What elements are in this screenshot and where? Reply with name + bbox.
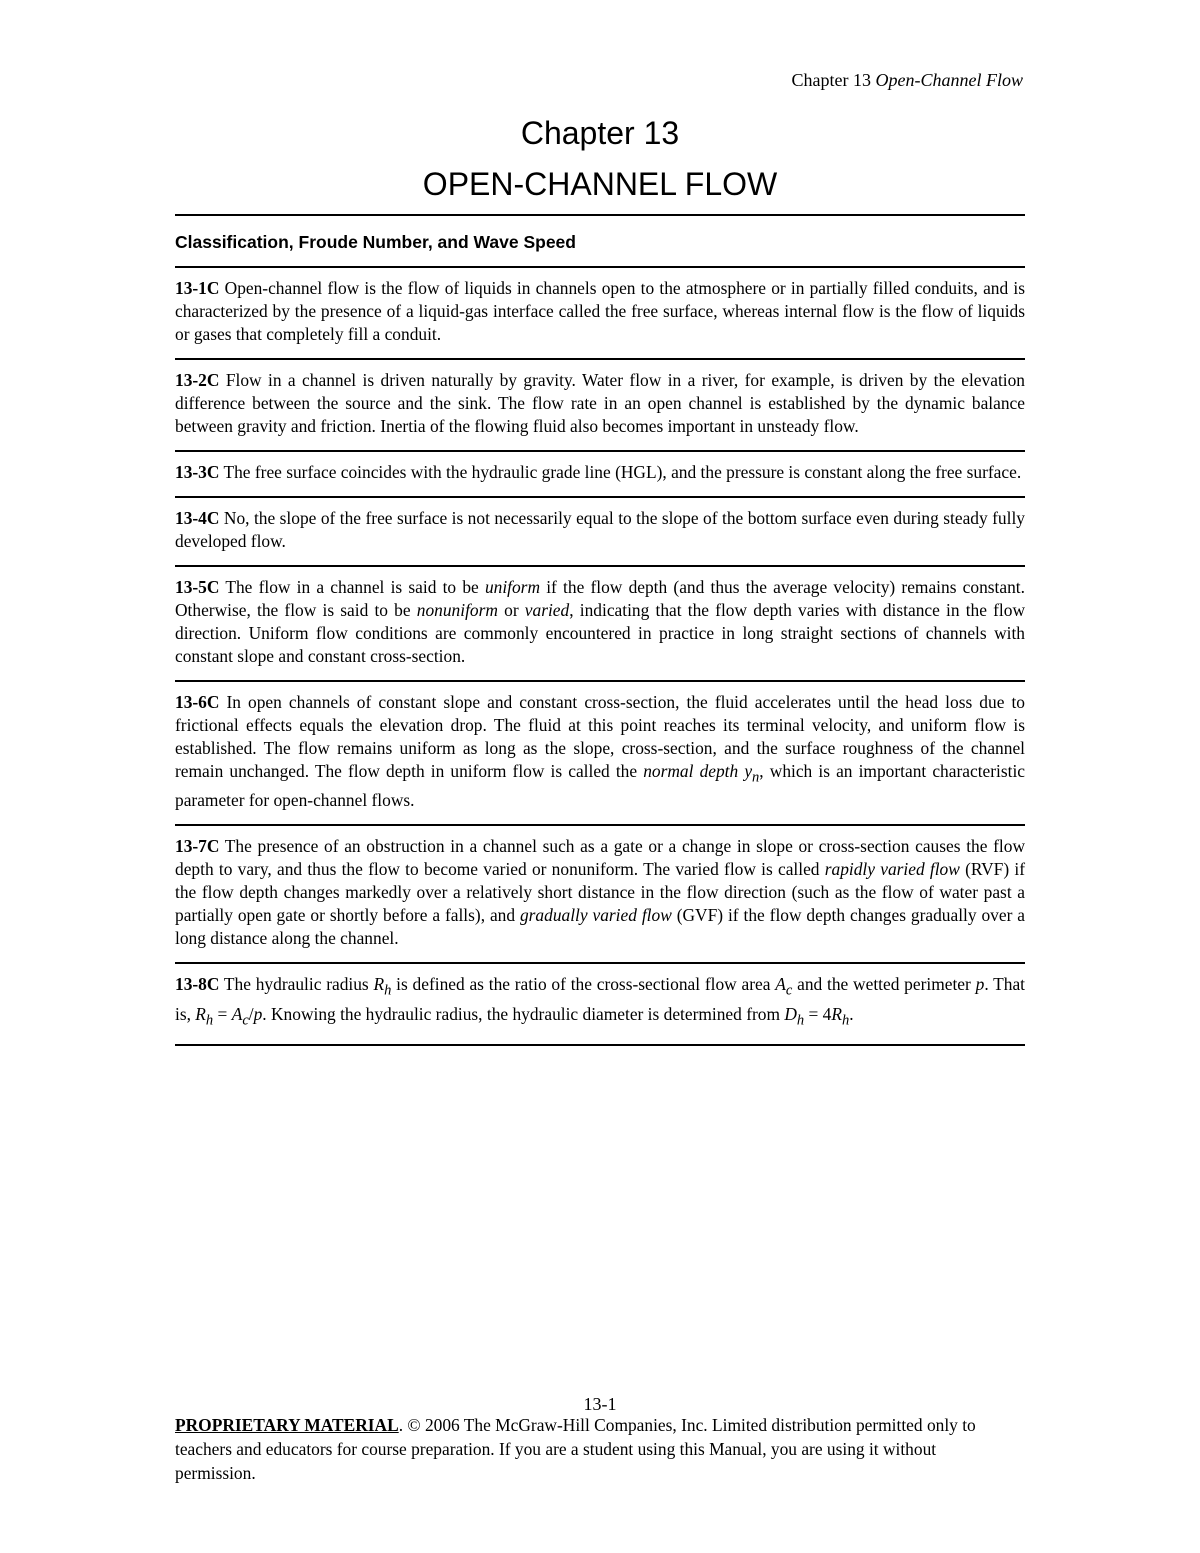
answer-text: / — [248, 1003, 254, 1024]
problem-number: 13-3C — [175, 462, 220, 482]
answer-text: is defined as the ratio of the cross-sectional flow area — [391, 974, 776, 995]
problem-entry — [175, 360, 1025, 450]
proprietary-label: PROPRIETARY MATERIAL — [175, 1415, 399, 1435]
answer-text: R — [195, 1003, 206, 1024]
problem-number: 13-4C — [175, 508, 220, 528]
answer-text: p — [975, 974, 985, 995]
answer-text: nonuniform — [416, 600, 498, 620]
problem-number: 13-6C — [175, 692, 220, 712]
answer-text: n — [752, 769, 760, 786]
answer-text: gradually varied flow — [519, 905, 672, 926]
answer-text: h — [842, 1012, 850, 1029]
problem-number: 13-5C — [175, 577, 220, 597]
answer-text: (GVF) if the flow depth changes gradually over a long distance along the channel. — [175, 905, 1025, 949]
running-header-chapter: Chapter 13 — [791, 70, 876, 90]
answer-text: rapidly varied flow — [824, 859, 960, 880]
copyright-notice: . © 2006 The McGraw-Hill Companies, Inc. Limited distribution permitted only to teachers and educators for course preparation. If you are a student using this Manual, you are using it without permission. — [175, 1415, 976, 1483]
answer-text: normal depth y — [643, 761, 753, 781]
answer-text: The hydraulic radius — [219, 974, 374, 995]
answer-text: . — [849, 1003, 854, 1024]
answer-text: , indicating that the flow depth varies with distance in the flow direction. Uniform flow conditions are commonly encountered in practice in long straight sections of channels with constant slope and constant cross-section. — [175, 600, 1026, 666]
problem-entry — [175, 964, 1025, 1044]
problem-number: 13-1C — [175, 278, 220, 298]
answer-text: p — [253, 1003, 263, 1024]
running-header — [792, 70, 1023, 91]
chapter-number-title: Chapter 13 — [520, 115, 680, 151]
problem-number: 13-2C — [175, 370, 220, 390]
problem-entry — [175, 498, 1025, 565]
main-content — [175, 214, 1025, 1046]
page-number: 13-1 — [583, 1394, 617, 1414]
problem-number: 13-7C — [175, 836, 220, 857]
answer-text: R — [831, 1003, 842, 1024]
answer-text: and the wetted perimeter — [792, 974, 976, 995]
problem-number: 13-8C — [175, 974, 220, 995]
answer-text: . Knowing the hydraulic radius, the hydraulic diameter is determined from — [262, 1003, 785, 1024]
answer-text: , which is an important characteristic parameter for open-channel flows. — [175, 761, 1026, 811]
answer-text: The presence of an obstruction in a channel such as a gate or a change in slope or cross-section causes the flow depth to vary, and thus the flow to become varied or nonuniform. The varied flow is called — [175, 836, 1025, 880]
answer-text: A — [231, 1003, 243, 1024]
answer-text: c — [785, 982, 793, 999]
problem-entry — [175, 567, 1025, 680]
divider — [175, 1044, 1025, 1046]
answer-text: c — [242, 1012, 249, 1029]
problem-entry — [175, 452, 1025, 496]
answer-text: The free surface coincides with the hydraulic grade line (HGL), and the pressure is constant along the free surface. — [219, 462, 1022, 482]
answer-text: (RVF) if the flow depth changes markedly over a relatively short distance in the flow direction (such as the flow of water past a partially open gate or shortly before a falls), and — [175, 859, 1025, 926]
problem-list — [175, 268, 1025, 1046]
copyright-footer — [175, 1413, 1005, 1485]
answer-text: h — [796, 1012, 805, 1029]
answer-text: h — [384, 982, 392, 999]
chapter-name-title: OPEN-CHANNEL FLOW — [422, 166, 778, 202]
answer-text: varied — [524, 600, 570, 620]
answer-text: Open-channel flow is the flow of liquids in channels open to the atmosphere or in partially filled conduits, and is characterized by the presence of a liquid-gas interface called the free surface, whereas internal flow is the flow of liquids or gases that completely fill a conduit. — [175, 278, 1025, 344]
answer-text: R — [373, 974, 385, 995]
section-heading: Classification, Froude Number, and Wave Speed — [175, 232, 576, 252]
answer-text: h — [205, 1012, 214, 1029]
answer-text: The flow in a channel is said to be — [219, 577, 485, 597]
problem-entry — [175, 826, 1025, 962]
answer-text: A — [775, 974, 786, 995]
answer-text: D — [784, 1003, 797, 1024]
answer-text: if the flow depth (and thus the average velocity) remains constant. Otherwise, the flow is said to be — [175, 577, 1025, 620]
answer-text: or — [497, 600, 525, 620]
answer-text: . That is, — [175, 974, 1026, 1024]
answer-text: = 4 — [804, 1003, 832, 1024]
answer-text: No, the slope of the free surface is not necessarily equal to the slope of the bottom surface even during steady fully developed flow. — [175, 508, 1025, 551]
answer-text: = — [213, 1003, 232, 1024]
answer-text: uniform — [484, 577, 541, 597]
answer-text: In open channels of constant slope and constant cross-section, the fluid accelerates until the head loss due to frictional effects equals the elevation drop. The fluid at this point reaches its terminal velocity, and uniform flow is established. The flow remains uniform as long as the slope, cross-section, and the surface roughness of the channel remain unchanged. The flow depth in uniform flow is called the — [175, 692, 1025, 781]
problem-entry — [175, 268, 1025, 358]
running-header-title: Open-Channel Flow — [875, 70, 1023, 90]
answer-text: Flow in a channel is driven naturally by gravity. Water flow in a river, for example, is driven by the elevation difference between the source and the sink. The flow rate in an open channel is established by the dynamic balance between gravity and friction. Inertia of the flowing fluid also becomes important in unsteady flow. — [175, 370, 1025, 436]
problem-entry — [175, 682, 1025, 824]
